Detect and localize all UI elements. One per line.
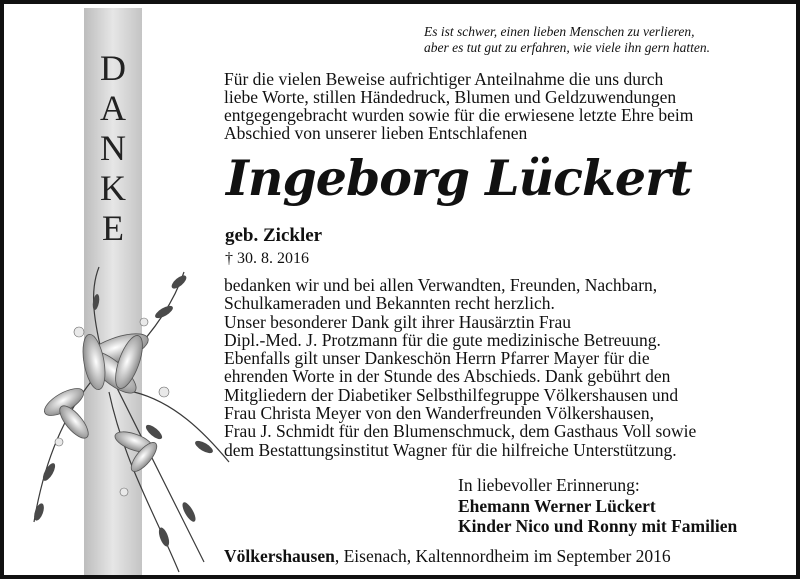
body-line: Frau J. Schmidt für den Blumenschmuck, dem Gasthaus Voll sowie [224,421,697,442]
deceased-name: Ingeborg Lückert [226,149,692,207]
footer-rest: , Eisenach, Kaltennordheim im September 2016 [334,546,671,566]
flower-bouquet-image [4,262,234,582]
title-letter: A [100,88,126,128]
title-letter: K [100,168,126,208]
birth-name: geb. Zickler [225,225,323,246]
body-line: Dipl.-Med. J. Protzmann für die gute medizinische Betreuung. [224,329,661,350]
intro-line: Für die vielen Beweise aufrichtiger Anteilnahme die uns durch [224,69,664,89]
footer-town: Völkershausen [224,546,335,566]
signature-line: Kinder Nico und Ronny mit Familien [458,515,738,536]
signatures [458,497,737,536]
intro-line: liebe Worte, stillen Händedruck, Blumen und Geldzuwendungen [224,87,677,107]
body-line: dem Bestattungsinstitut Wagner für die hilfreiche Unterstützung. [224,439,677,460]
body-line: Schulkameraden und Bekannten recht herzlich. [224,293,555,314]
place-and-date [224,546,671,566]
title-letter: D [100,48,126,88]
body-line: Ebenfalls gilt unser Dankeschön Herrn Pfarrer Mayer für die [224,348,650,369]
memory-line: In liebevoller Erinnerung: [458,475,640,495]
quote-line: aber es tut gut zu erfahren, wie viele ihn gern hatten. [424,40,710,55]
thanks-paragraph [224,276,784,459]
title-letter: N [100,128,126,168]
intro-line: Abschied von unserer lieben Entschlafenen [224,123,528,143]
opening-quote [424,24,756,56]
body-line: ehrenden Worte in der Stunde des Abschieds. Dank gebührt den [224,366,671,387]
intro-line: entgegengebracht wurden sowie für die erwiesene letzte Ehre beim [224,105,694,125]
body-line: Unser besonderer Dank gilt ihrer Hausärztin Frau [224,311,571,332]
quote-line: Es ist schwer, einen lieben Menschen zu verlieren, [424,24,695,39]
body-line: bedanken wir und bei allen Verwandten, Freunden, Nachbarn, [224,275,658,295]
body-line: Frau Christa Meyer von den Wanderfreunden Völkershausen, [224,403,654,424]
title-letter: E [102,208,124,248]
intro-paragraph [224,70,764,142]
body-line: Mitgliedern der Diabetiker Selbsthilfegruppe Völkershausen und [224,384,679,405]
death-date: † 30. 8. 2016 [225,250,309,267]
signature-line: Ehemann Werner Lückert [458,496,656,516]
